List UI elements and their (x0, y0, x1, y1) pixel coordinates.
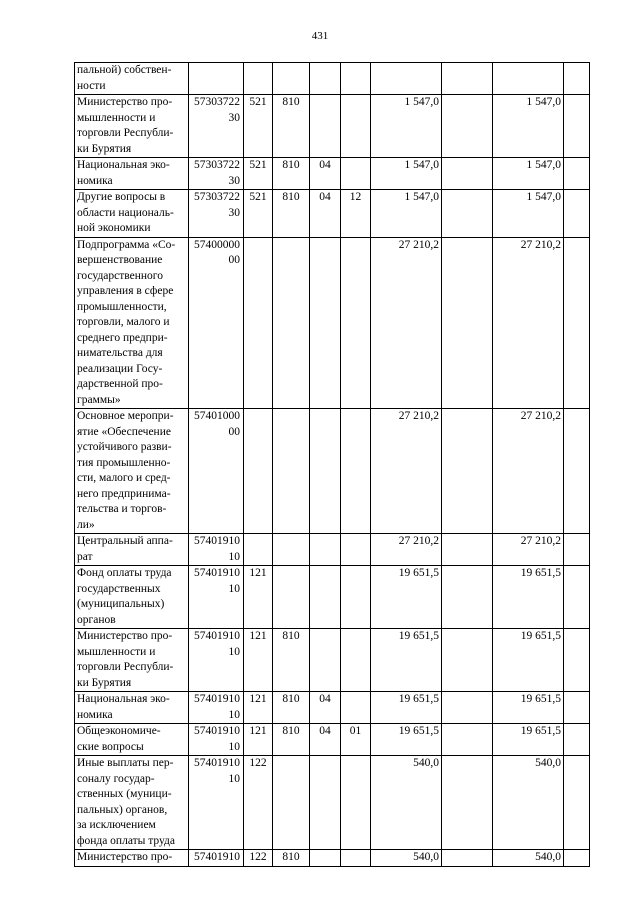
row-name: Национальная эко- номика (75, 692, 189, 724)
row-name: Министерство про- мышленности и торговли Республи- ки Бурятия (75, 629, 189, 692)
row-pr (341, 63, 371, 95)
row-v3: 27 210,2 (493, 237, 564, 409)
row-v2 (442, 63, 493, 95)
row-code-part: 57401910 (194, 535, 240, 547)
row-rz: 04 (310, 692, 341, 724)
row-pr: 12 (341, 190, 371, 238)
row-code (189, 409, 244, 534)
row-name: Подпрограмма «Со- вершенствование государственного управления в сфере промышленности, торговли, малого и среднего предпри- нимательства для реализации Госу- дарственной про- граммы» (75, 237, 189, 409)
row-name: пальной) собствен- ности (75, 63, 189, 95)
row-pr (341, 566, 371, 629)
row-v4 (564, 534, 590, 566)
row-rz: 04 (310, 190, 341, 238)
row-name: Фонд оплаты труда государственных (муниципальных) органов (75, 566, 189, 629)
row-code (189, 237, 244, 409)
row-pr (341, 756, 371, 850)
row-v1: 1 547,0 (371, 95, 442, 158)
row-v3: 540,0 (493, 756, 564, 850)
row-v3: 19 651,5 (493, 629, 564, 692)
row-v2 (442, 190, 493, 238)
row-code-part: 57401910 (194, 725, 240, 737)
row-v2 (442, 534, 493, 566)
row-v4 (564, 190, 590, 238)
row-vr: 121 (244, 724, 273, 756)
row-v3: 1 547,0 (493, 190, 564, 238)
row-v3: 19 651,5 (493, 692, 564, 724)
row-code-part: 57401910 (194, 851, 240, 863)
row-v2 (442, 409, 493, 534)
row-code (189, 190, 244, 238)
row-v3: 27 210,2 (493, 409, 564, 534)
row-gr: 810 (273, 850, 310, 867)
row-v3: 19 651,5 (493, 724, 564, 756)
row-v1: 1 547,0 (371, 158, 442, 190)
row-vr (244, 237, 273, 409)
row-pr (341, 158, 371, 190)
row-v4 (564, 629, 590, 692)
row-v4 (564, 756, 590, 850)
row-v4 (564, 724, 590, 756)
row-v1: 27 210,2 (371, 409, 442, 534)
row-v2 (442, 95, 493, 158)
row-code (189, 534, 244, 566)
row-rz (310, 534, 341, 566)
row-v1: 19 651,5 (371, 566, 442, 629)
row-name: Центральный аппа- рат (75, 534, 189, 566)
row-pr (341, 850, 371, 867)
table-row (75, 95, 590, 158)
row-code-part: 57401910 (194, 630, 240, 642)
row-gr: 810 (273, 692, 310, 724)
row-v1: 1 547,0 (371, 190, 442, 238)
row-code-part: 10 (228, 645, 240, 658)
row-code-part: 57400000 (194, 238, 240, 251)
row-v4 (564, 158, 590, 190)
row-code (189, 724, 244, 756)
row-code-part: 00 (228, 254, 240, 266)
row-v2 (442, 629, 493, 692)
row-rz (310, 566, 341, 629)
row-v2 (442, 692, 493, 724)
row-code (189, 629, 244, 692)
row-v1: 540,0 (371, 850, 442, 867)
row-v3: 540,0 (493, 850, 564, 867)
row-gr (273, 63, 310, 95)
row-vr (244, 534, 273, 566)
row-code-part: 10 (228, 708, 240, 721)
row-v1: 27 210,2 (371, 534, 442, 566)
row-gr (273, 409, 310, 534)
row-code (189, 692, 244, 724)
row-code-part: 57303722 (194, 96, 240, 108)
row-code-part: 00 (228, 425, 240, 438)
row-code (189, 850, 244, 867)
row-pr (341, 629, 371, 692)
page-number: 431 (311, 30, 329, 42)
row-rz (310, 95, 341, 158)
row-v2 (442, 850, 493, 867)
row-vr: 122 (244, 756, 273, 850)
row-rz: 04 (310, 724, 341, 756)
table-row (75, 724, 590, 756)
row-name: Основное меропри- ятие «Обеспечение устойчивого разви- тия промышленно- сти, малого и сред- него предпринима- тельства и торгов- ли» (75, 409, 189, 534)
row-pr (341, 95, 371, 158)
row-code-part: 57303722 (194, 191, 240, 203)
row-v2 (442, 566, 493, 629)
table-row (75, 566, 590, 629)
row-v1: 19 651,5 (371, 724, 442, 756)
row-gr: 810 (273, 190, 310, 238)
row-v3: 27 210,2 (493, 534, 564, 566)
row-vr (244, 63, 273, 95)
row-pr: 01 (341, 724, 371, 756)
row-code-part: 10 (228, 740, 240, 753)
row-gr (273, 534, 310, 566)
table-row (75, 629, 590, 692)
row-name: Министерство про- мышленности и торговли Республи- ки Бурятия (75, 95, 189, 158)
row-rz (310, 237, 341, 409)
table-row (75, 534, 590, 566)
row-v1: 19 651,5 (371, 629, 442, 692)
row-v3 (493, 63, 564, 95)
row-code-part: 57303722 (194, 159, 240, 171)
row-code (189, 158, 244, 190)
row-code-part: 57401910 (194, 757, 240, 769)
row-pr (341, 409, 371, 534)
row-v1: 27 210,2 (371, 237, 442, 409)
row-code-part: 10 (228, 582, 240, 595)
row-vr: 521 (244, 95, 273, 158)
row-v2 (442, 158, 493, 190)
row-gr (273, 237, 310, 409)
row-code-part: 30 (228, 174, 240, 187)
row-vr: 122 (244, 850, 273, 867)
row-vr: 521 (244, 158, 273, 190)
row-name: Иные выплаты пер- соналу государ- ственных (муници- пальных) органов, за исключением фонда оплаты труда (75, 756, 189, 850)
row-rz (310, 850, 341, 867)
row-v4 (564, 63, 590, 95)
row-vr: 121 (244, 566, 273, 629)
row-rz: 04 (310, 158, 341, 190)
row-v3: 1 547,0 (493, 158, 564, 190)
row-v4 (564, 237, 590, 409)
row-v4 (564, 409, 590, 534)
table-row (75, 63, 590, 95)
row-gr: 810 (273, 95, 310, 158)
row-code-part: 57401000 (194, 410, 240, 422)
row-pr (341, 237, 371, 409)
row-rz (310, 63, 341, 95)
row-vr: 121 (244, 629, 273, 692)
row-vr: 121 (244, 692, 273, 724)
row-v2 (442, 237, 493, 409)
row-name: Другие вопросы в области националь- ной экономики (75, 190, 189, 238)
row-v3: 19 651,5 (493, 566, 564, 629)
row-v1 (371, 63, 442, 95)
row-rz (310, 629, 341, 692)
row-code-part: 57401910 (194, 567, 240, 579)
row-code (189, 566, 244, 629)
row-code-part: 30 (228, 206, 240, 219)
row-v1: 19 651,5 (371, 692, 442, 724)
row-gr: 810 (273, 724, 310, 756)
row-v4 (564, 692, 590, 724)
row-name: Национальная эко- номика (75, 158, 189, 190)
table-row (75, 409, 590, 534)
row-name: Общеэкономиче- ские вопросы (75, 724, 189, 756)
row-code-part: 10 (228, 772, 240, 785)
row-pr (341, 534, 371, 566)
row-code-part: 10 (228, 550, 240, 563)
row-gr: 810 (273, 629, 310, 692)
row-v4 (564, 850, 590, 867)
row-v4 (564, 566, 590, 629)
row-pr (341, 692, 371, 724)
table-row (75, 756, 590, 850)
row-v1: 540,0 (371, 756, 442, 850)
table-row (75, 850, 590, 867)
row-vr: 521 (244, 190, 273, 238)
row-name: Министерство про- (75, 850, 189, 867)
row-v2 (442, 724, 493, 756)
table-row (75, 692, 590, 724)
row-vr (244, 409, 273, 534)
row-v3: 1 547,0 (493, 95, 564, 158)
table-row (75, 190, 590, 238)
row-code (189, 63, 244, 95)
row-v2 (442, 756, 493, 850)
table-row (75, 237, 590, 409)
row-gr (273, 566, 310, 629)
row-code (189, 95, 244, 158)
row-v4 (564, 95, 590, 158)
row-gr: 810 (273, 158, 310, 190)
row-gr (273, 756, 310, 850)
budget-table (74, 62, 590, 867)
row-code (189, 756, 244, 850)
row-code-part: 57401910 (194, 693, 240, 705)
table-row (75, 158, 590, 190)
row-code-part: 30 (228, 111, 240, 124)
row-rz (310, 756, 341, 850)
row-rz (310, 409, 341, 534)
